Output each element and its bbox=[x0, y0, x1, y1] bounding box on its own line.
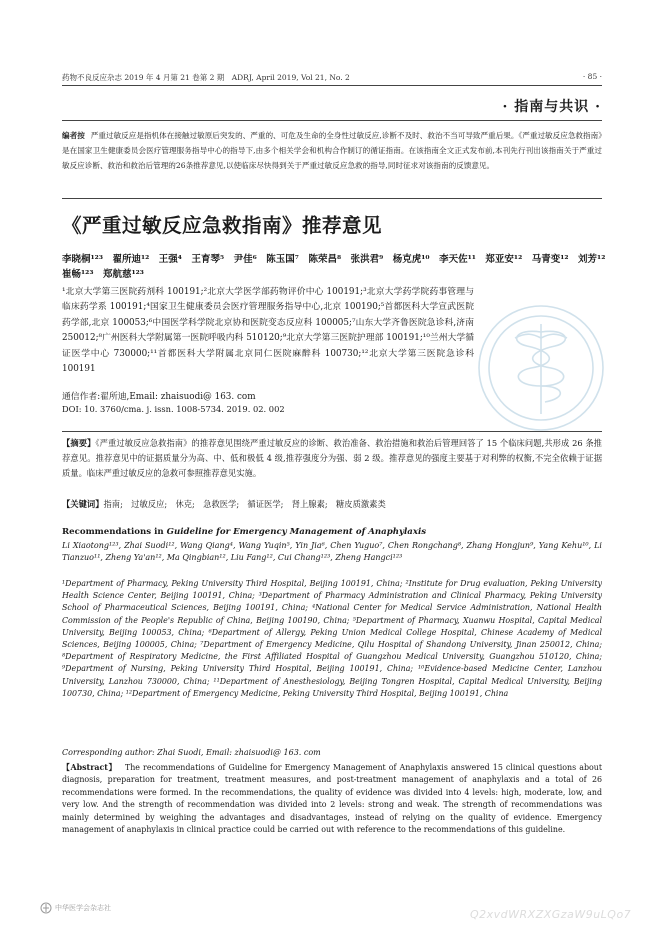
watermark-text: Q2xvdWRXZXGzaW9uLQo7 bbox=[470, 908, 632, 921]
en-title bbox=[62, 527, 426, 537]
editor-note-rule bbox=[62, 198, 602, 199]
en-corresponding-author: Corresponding author: Zhai Suodi, Email: zhaisuodi@ 163. com bbox=[62, 748, 321, 757]
footer-logo-text: 中华医学会杂志社 bbox=[55, 904, 111, 912]
en-title-prefix: Recommendations in bbox=[62, 527, 167, 537]
zh-affiliations: ¹北京大学第三医院药剂科 100191;²北京大学医学部药物评价中心 100191;³北京大学药学院药事管理与临床药学系 100191;⁴国家卫生健康委员会医疗管理服务指导中心,北京 100190;⁵首都医科大学宣武医院药学部,北京 100053;⁶中国医学科学院北京协和医院变态反应科 100005;⁷山东大学齐鲁医院急诊科,济南 250012;⁸广州医科大学附属第一医院呼吸内科 510120;⁹北京大学第三医院护理部 100191;¹⁰兰州大学循证医学中心 730000;¹¹首都医科大学附属北京同仁医院麻醉科 100730;¹²北京大学第三医院急诊科 100191 bbox=[62, 287, 474, 375]
en-affiliations: ¹Department of Pharmacy, Peking University Third Hospital, Beijing 100191, China; ²Institute for Drug evaluation, Peking University Health Science Center, Beijing 100191, China; ³Department of Pharmacy Administration and Clinical Pharmacy, Peking University School of Pharmaceutical Sciences, Beijing 100191, China; ⁴National Center for Medical Service Administration, National Health Commission of the People's Republic of China, Beijing 100190, China; ⁵Department of Pharmacy, Xuanwu Hospital, Capital Medical University, Beijing 100053, China; ⁶Department of Allergy, Peking Union Medical College Hospital, Chinese Academy of Medical Sciences, Beijing 100005, China; ⁷Department of Emergency Medicine, Qilu Hospital of Shandong University, Jinan 250012, China; ⁸Department of Respiratory Medicine, the First Affiliated Hospital of Guangzhou Medical University, Guangzhou 510120, China; ⁹Department of Nursing, Peking University Third Hospital, Beijing 100191, China; ¹⁰Evidence-based Medicine Center, Lanzhou University, Lanzhou 730000, China; ¹¹Department of Anesthesiology, Beijing Tongren Hospital, Capital Medical University, Beijing 100730, China; ¹²Department of Emergency Medicine, Peking University Third Hospital, Beijing 100191, China bbox=[62, 579, 602, 698]
caduceus-seal-watermark-icon bbox=[475, 302, 607, 434]
editor-note-text: 严重过敏反应是指机体在接触过敏原后突发的、严重的、可危及生命的全身性过敏反应,诊断不及时、救治不当可导致严重后果。《严重过敏反应急救指南》是在国家卫生健康委员会医疗管理服务指导中心的指导下,由多个相关学会和机构合作制订的循证指南。在该指南全文正式发布前,本刊先行刊出该指南关于严重过敏反应诊断、救治和救治后管理的26条推荐意见,以使临床尽快得到关于严重过敏反应急救的指导,同时征求对该指南的反馈意见。 bbox=[62, 131, 603, 170]
footer-logo bbox=[40, 902, 111, 914]
zh-keywords-text: 指南; 过敏反应; 休克; 急救医学; 循证医学; 肾上腺素; 糖皮质激素类 bbox=[103, 499, 386, 509]
en-abstract bbox=[62, 762, 602, 836]
section-rule bbox=[62, 120, 602, 121]
zh-authors: 李晓桐¹²³ 翟所迪¹² 王强⁴ 王育琴⁵ 尹佳⁶ 陈玉国⁷ 陈荣昌⁸ 张洪君⁹ 杨克虎¹⁰ 李天佐¹¹ 郑亚安¹² 马青变¹² 刘芳¹² 崔畅¹²³ 郑航慈¹²³ bbox=[62, 254, 615, 280]
zh-abstract bbox=[62, 436, 602, 481]
cma-logo-icon bbox=[40, 902, 52, 914]
section-label: · 指南与共识 · bbox=[502, 99, 601, 115]
zh-abstract-text: 《严重过敏反应急救指南》的推荐意见围绕严重过敏反应的诊断、救治准备、救治措施和救治后管理回答了 15 个临床问题,共形成 26 条推荐意见。推荐意见中的证据质量分为高、中、低和极低 4 级,推荐强度分为强、弱 2 级。推荐意见的强度主要基于对利弊的权衡,不完全依赖于证据质量。临床严重过敏反应的急救可参照推荐意见实施。 bbox=[62, 438, 602, 478]
zh-corresponding-author: 通信作者:翟所迪,Email: zhaisuodi@ 163. com bbox=[62, 392, 256, 402]
page-number: · 85 · bbox=[582, 72, 602, 81]
en-abstract-text: The recommendations of Guideline for Emergency Management of Anaphylaxis answered 15 clinical questions about diagnosis, preparation for treatment, treatment measures, and post-treatment management of anaphylaxis and a total of 26 recommendations were formed. In the recommendations, the quality of evidence was divided into 4 levels: high, moderate, low, and very low. And the strength of recommendation was divided into 2 levels: strong and weak. The strength of recommendations was mainly determined by weighing the advantages and disadvantages, instead of relying on the quality of evidence. Emergency management of anaphylaxis in clinical practice could be carried out with reference to the recommendations of this guideline. bbox=[62, 763, 602, 835]
editor-note bbox=[62, 128, 602, 173]
article-title: 《严重过敏反应急救指南》推荐意见 bbox=[62, 214, 383, 237]
en-title-guideline: Guideline for Emergency Management of Anaphylaxis bbox=[166, 527, 427, 537]
en-authors: Li Xiaotong¹²³, Zhai Suodi¹², Wang Qiang⁴, Wang Yuqin⁵, Yin Jia⁶, Chen Yuguo⁷, Chen Rongchang⁸, Zhang Hongjun⁹, Yang Kehu¹⁰, Li Tianzuo¹¹, Zheng Ya'an¹², Ma Qingbian¹², Liu Fang¹², Cui Chang¹²³, Zheng Hangci¹²³ bbox=[62, 541, 602, 563]
editor-note-label: 编者按 bbox=[62, 131, 85, 140]
running-header bbox=[62, 72, 602, 83]
zh-keywords bbox=[62, 498, 602, 510]
zh-keywords-label: 【关键词】 bbox=[62, 499, 104, 509]
abstract-top-rule bbox=[62, 431, 602, 432]
zh-abstract-label: 【摘要】 bbox=[62, 438, 96, 448]
doi: DOI: 10. 3760/cma. j. issn. 1008-5734. 2019. 02. 002 bbox=[62, 404, 285, 414]
en-abstract-label: 【Abstract】 bbox=[62, 763, 117, 772]
journal-info: 药物不良反应杂志 2019 年 4 月第 21 卷第 2 期 ADRJ, April 2019, Vol 21, No. 2 bbox=[62, 73, 350, 82]
header-rule bbox=[62, 85, 602, 86]
